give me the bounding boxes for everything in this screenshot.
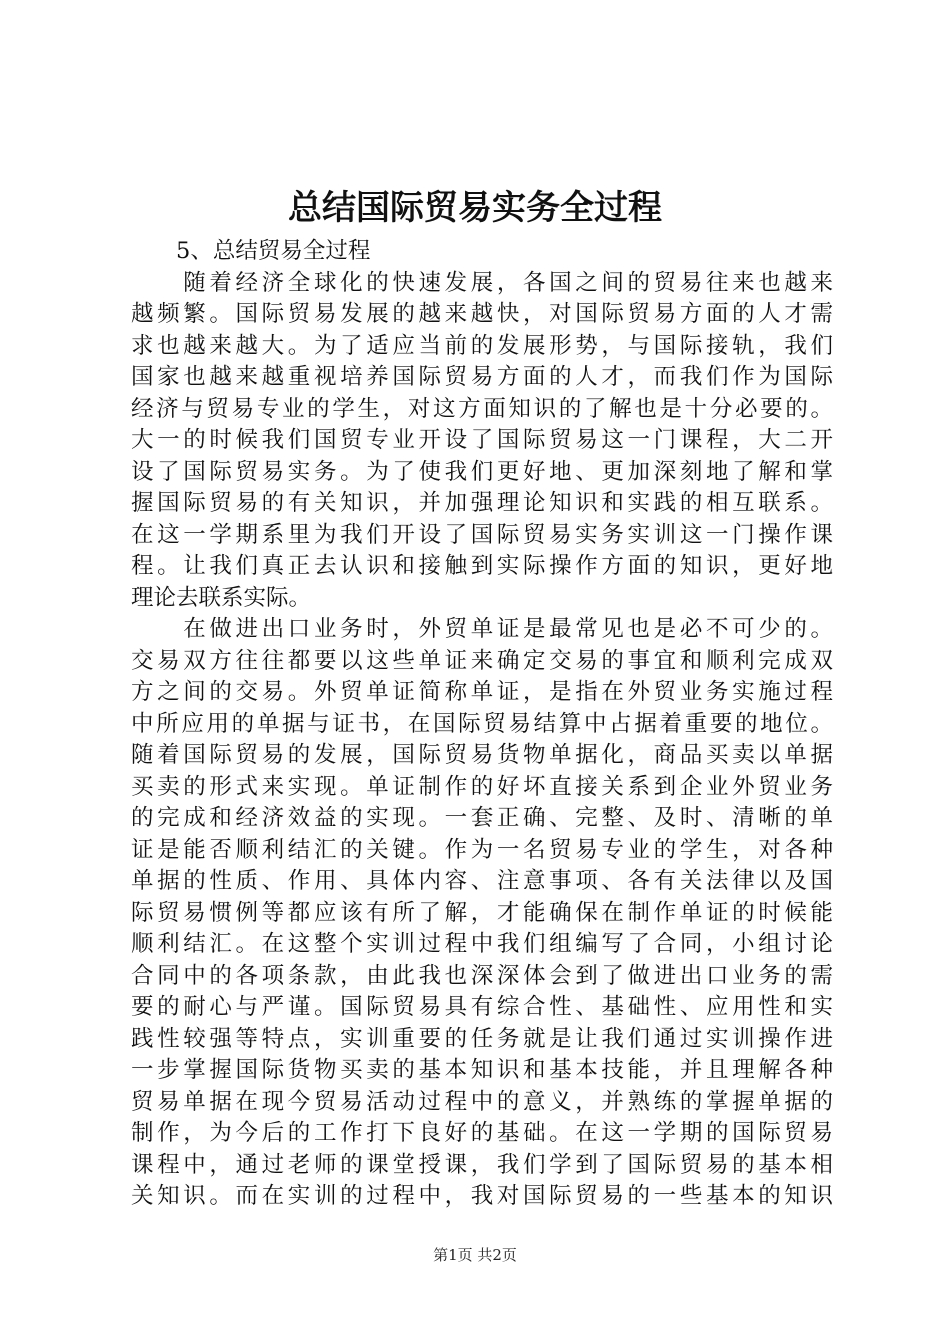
- body-line: 单据的性质、作用、具体内容、注意事项、各有关法律以及国: [131, 868, 833, 894]
- body-line: 课程中，通过老师的课堂授课，我们学到了国际贸易的基本相: [131, 1151, 833, 1178]
- body-line: 方之间的交易。外贸单证简称单证，是指在外贸业务实施过程: [131, 679, 833, 705]
- body-line: 际贸易惯例等都应该有所了解，才能确保在制作单证的时候能: [131, 899, 833, 926]
- body-line: 关知识。而在实训的过程中，我对国际贸易的一些基本的知识: [131, 1183, 833, 1209]
- body-line: 随着经济全球化的快速发展，各国之间的贸易往来也越来: [131, 269, 833, 296]
- body-line: 的完成和经济效益的实现。一套正确、完整、及时、清晰的单: [131, 805, 833, 831]
- body-line: 交易双方往往都要以这些单证来确定交易的事宜和顺利完成双: [131, 647, 833, 674]
- body-line: 一步掌握国际货物买卖的基本知识和基本技能，并且理解各种: [131, 1057, 833, 1083]
- body-line: 握国际贸易的有关知识，并加强理论知识和实践的相互联系。: [131, 490, 833, 516]
- body-line: 合同中的各项条款，由此我也深深体会到了做进出口业务的需: [131, 962, 833, 989]
- body-line: 越频繁。国际贸易发展的越来越快，对国际贸易方面的人才需: [131, 301, 833, 327]
- document-title: 总结国际贸易实务全过程: [288, 188, 662, 228]
- section-heading: 5、总结贸易全过程: [176, 238, 371, 264]
- body-line: 经济与贸易专业的学生，对这方面知识的了解也是十分必要的。: [131, 395, 833, 422]
- body-line: 大一的时候我们国贸专业开设了国际贸易这一门课程，大二开: [131, 427, 833, 453]
- body-line: 设了国际贸易实务。为了使我们更好地、更加深刻地了解和掌: [131, 458, 833, 485]
- body-line: 在这一学期系里为我们开设了国际贸易实务实训这一门操作课: [131, 521, 833, 548]
- document-body: [131, 236, 833, 1213]
- body-line: 买卖的形式来实现。单证制作的好坏直接关系到企业外贸业务: [131, 773, 833, 800]
- body-line: 要的耐心与严谨。国际贸易具有综合性、基础性、应用性和实: [131, 994, 833, 1020]
- body-line: 证是能否顺利结汇的关键。作为一名贸易专业的学生，对各种: [131, 836, 833, 863]
- body-line: 顺利结汇。在这整个实训过程中我们组编写了合同，小组讨论: [131, 931, 833, 957]
- body-line: 践性较强等特点，实训重要的任务就是让我们通过实训操作进: [131, 1025, 833, 1052]
- body-line: 中所应用的单据与证书，在国际贸易结算中占据着重要的地位。: [131, 710, 833, 737]
- body-line: 程。让我们真正去认识和接触到实际操作方面的知识，更好地: [131, 553, 833, 579]
- body-line: 求也越来越大。为了适应当前的发展形势，与国际接轨，我们: [131, 332, 833, 359]
- body-line: 在做进出口业务时，外贸单证是最常见也是必不可少的。: [131, 616, 833, 642]
- page-footer: 第1页 共2页: [433, 1246, 517, 1264]
- body-line: 贸易单据在现今贸易活动过程中的意义，并熟练的掌握单据的: [131, 1088, 833, 1115]
- body-line: 随着国际贸易的发展，国际贸易货物单据化，商品买卖以单据: [131, 742, 833, 768]
- body-line: 制作，为今后的工作打下良好的基础。在这一学期的国际贸易: [131, 1120, 833, 1146]
- body-line: 国家也越来越重视培养国际贸易方面的人才，而我们作为国际: [131, 364, 833, 390]
- body-line: 理论去联系实际。: [131, 584, 312, 611]
